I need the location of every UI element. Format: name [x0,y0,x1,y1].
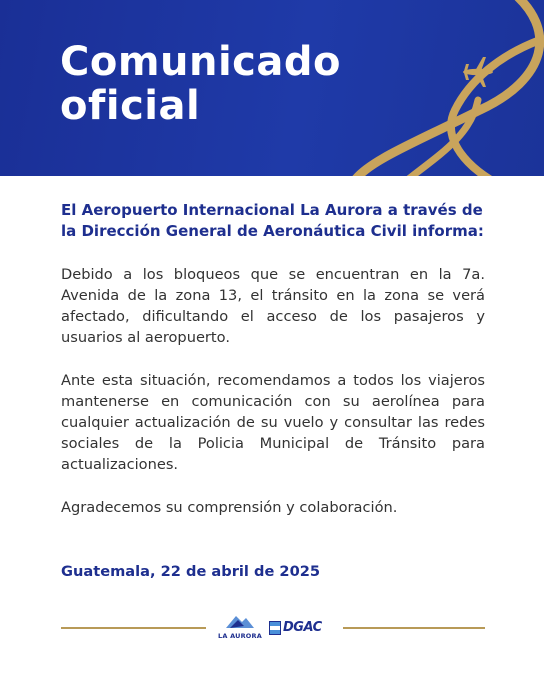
header-banner [0,0,544,176]
closing-line: Agradecemos su comprensión y colaboración. [61,499,398,516]
dgac-logo-text: DGAC [283,620,322,635]
la-aurora-logo-text: LA AURORA [218,632,262,640]
intro-heading: El Aeropuerto Internacional La Aurora a través de la Dirección General de Aeronáutica Civil informa: [61,201,484,240]
footer-divider-right [343,627,485,629]
footer-logos [61,608,485,648]
title-line-1: Comunicado [60,39,341,85]
footer-divider-left [61,627,206,629]
dateline: Guatemala, 22 de abril de 2025 [61,563,321,580]
announcement-body [61,200,485,518]
dgac-logo [269,620,339,636]
la-aurora-logo [214,612,266,644]
la-aurora-logo-icon [224,612,256,630]
paragraph-1: Debido a los bloqueos que se encuentran en la 7a. Avenida de la zona 13, el tránsito en la zona se verá afectado, dificultando el acceso de los pasajeros y usuarios al aeropuerto. [61,266,485,346]
airplane-icon [458,52,498,92]
page-title [60,40,341,128]
paragraph-2: Ante esta situación, recomendamos a todos los viajeros mantenerse en comunicación con su aerolínea para cualquier actualización de su vuelo y consultar las redes sociales de la Policia Municipal de Tránsito para actualizaciones. [61,372,485,473]
dgac-logo-icon [269,621,281,635]
title-line-2: oficial [60,83,201,129]
